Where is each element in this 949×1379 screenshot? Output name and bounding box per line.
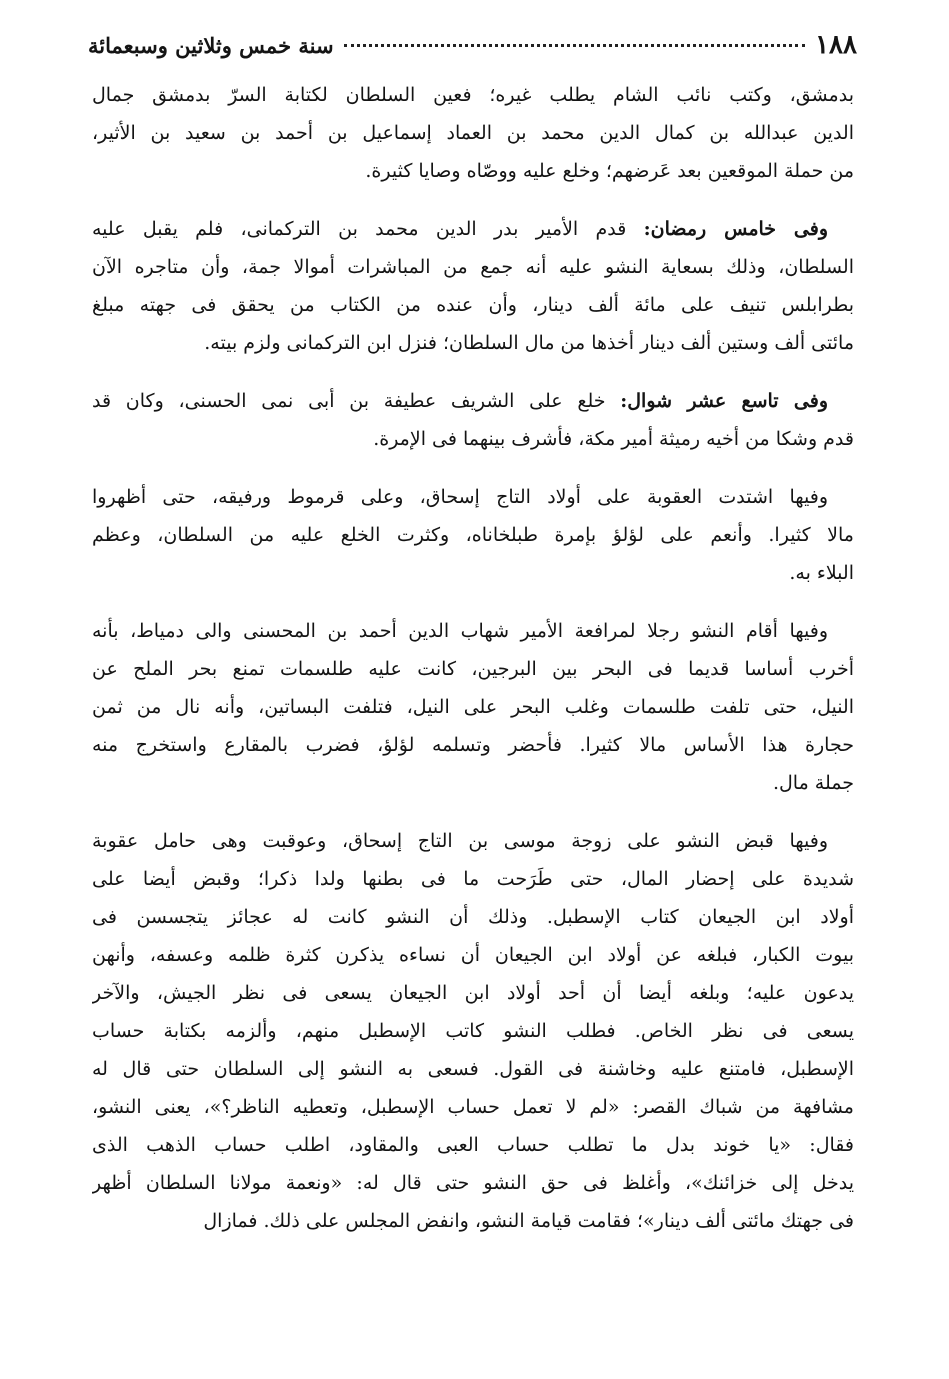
running-title: سنة خمس وثلاثين وسبعمائة [88,33,334,58]
line-text: يدعون عليه؛ وبلغه أيضا أن أحد أولاد ابن الجيعان يسعى فى نظر الجيش، والآخر [92,982,854,1004]
line-text: قدم وشكا من أخيه رميثة أمير مكة، فأشرف بينهما فى الإمرة. [373,428,854,450]
text-line [92,152,854,190]
page-number: ١٨٨ [815,30,857,60]
paragraph [92,382,854,458]
paragraph-lead-date: وفى تاسع عشر شوال: [620,390,828,412]
line-text: الدين عبدالله بن كمال الدين محمد بن العماد إسماعيل بن أحمد بن سعيد بن الأثير، [92,122,854,144]
text-line [92,248,854,286]
page-body [92,76,854,1260]
text-line [92,726,854,764]
text-line [92,688,854,726]
line-text: البلاء به. [789,562,854,584]
text-line [92,420,854,458]
line-text: قدم الأمير بدر الدين محمد بن التركمانى، فلم يقبل عليه [92,218,644,240]
paragraph-lead-date: وفى خامس رمضان: [643,218,828,240]
line-text: من حملة الموقعين بعد عَرضهم؛ وخلع عليه ووصّاه وصايا كثيرة. [365,160,854,182]
text-line [92,860,854,898]
line-text: جملة مال. [772,772,854,794]
line-text: وفيها قبض النشو على زوجة موسى بن التاج إسحاق، وعوقبت وهى حامل عقوبة [92,830,828,852]
text-line [92,382,854,420]
text-line [92,1012,854,1050]
line-text: مشافهة من شباك القصر: «لم لا تعمل حساب الإسطبل، وتعطيه الناظر؟»، يعنى النشو، [92,1096,854,1118]
line-text: خلع على الشريف عطيفة بن أبى نمى الحسنى، وكان قد [92,390,621,412]
paragraph [92,612,854,802]
text-line [92,1088,854,1126]
text-line [92,210,854,248]
text-line [92,1164,854,1202]
line-text: يدخل إلى خزائنك»، وأغلظ فى حق النشو حتى قال له: «ونعمة مولانا السلطان أظهر [92,1172,854,1194]
text-line [92,114,854,152]
line-text: بيوت الكبار، فبلغه عن أولاد ابن الجيعان أن نساءه يذكرن كثرة ظلمه وعسفه، وأنهن [92,944,854,966]
text-line [92,898,854,936]
line-text: مالا كثيرا. وأنعم على لؤلؤ بإمرة طبلخاناه، وكثرت الخلع عليه من السلطان، وعظم [92,524,854,546]
line-text: بطرابلس تنيف على مائة ألف دينار، وأن عنده من الكتاب من يحقق فى جهته مبلغ [92,294,854,316]
header-leader-dots [344,44,806,47]
line-text: يسعى فى نظر الخاص. فطلب النشو كاتب الإسطبل منهم، وألزمه بكتابة حساب [92,1020,854,1042]
text-line [92,822,854,860]
paragraph [92,822,854,1240]
line-text: النيل، حتى تلفت طلسمات وغلب البحر على النيل، فتلفت البساتين، وأنه نال من ثمن [92,696,854,718]
line-text: فى جهتك مائتى ألف دينار»؛ فقامت قيامة النشو، وانفض المجلس على ذلك. فمازال [203,1210,854,1232]
text-line [92,612,854,650]
line-text: حجارة هذا الأساس مالا كثيرا. فأحضر وتسلمه لؤلؤ، فضرب بالمقارع واستخرج منه [92,734,854,756]
line-text: فقال: «يا خوند بدل ما تطلب حساب العبى والمقاود، اطلب حساب الذهب الذى [92,1134,854,1156]
text-line [92,324,854,362]
text-line [92,1126,854,1164]
line-text: وفيها اشتدت العقوبة على أولاد التاج إسحاق، وعلى قرموط ورفيقه، حتى أظهروا [92,486,828,508]
running-header [88,30,857,64]
text-line [92,1050,854,1088]
line-text: وفيها أقام النشو رجلا لمرافعة الأمير شهاب الدين أحمد بن المحسنى والى دمياط، بأنه [92,620,828,642]
line-text: الإسطبل، فامتنع عليه وخاشنة فى القول. فسعى به النشو إلى السلطان حتى قال له [92,1058,854,1080]
line-text: أولاد ابن الجيعان كتاب الإسطبل. وذلك أن النشو كانت له عجائز يتجسسن فى [92,906,854,928]
line-text: مائتى ألف وستين ألف دينار أخذها من مال السلطان؛ فنزل ابن التركمانى ولزم بيته. [204,332,854,354]
text-line [92,1202,854,1240]
text-line [92,650,854,688]
paragraph [92,478,854,592]
line-text: أخرب أساسا قديما فى البحر بين البرجين، كانت عليه طلسمات تمنع بحر الملح عن [92,658,854,680]
text-line [92,936,854,974]
line-text: السلطان، وذلك بسعاية النشو عليه أنه جمع من المباشرات أموالا جمة، وأن متاجره الآن [92,256,854,278]
text-line [92,516,854,554]
text-line [92,764,854,802]
line-text: بدمشق، وكتب نائب الشام يطلب غيره؛ فعين السلطان لكتابة السرّ بدمشق جمال [92,84,854,106]
text-line [92,554,854,592]
text-line [92,76,854,114]
line-text: شديدة على إحضار المال، حتى طَرَحت ما فى بطنها ولدا ذكرا؛ وقبض أيضا على [92,868,854,890]
paragraph [92,210,854,362]
text-line [92,974,854,1012]
text-line [92,478,854,516]
paragraph [92,76,854,190]
text-line [92,286,854,324]
